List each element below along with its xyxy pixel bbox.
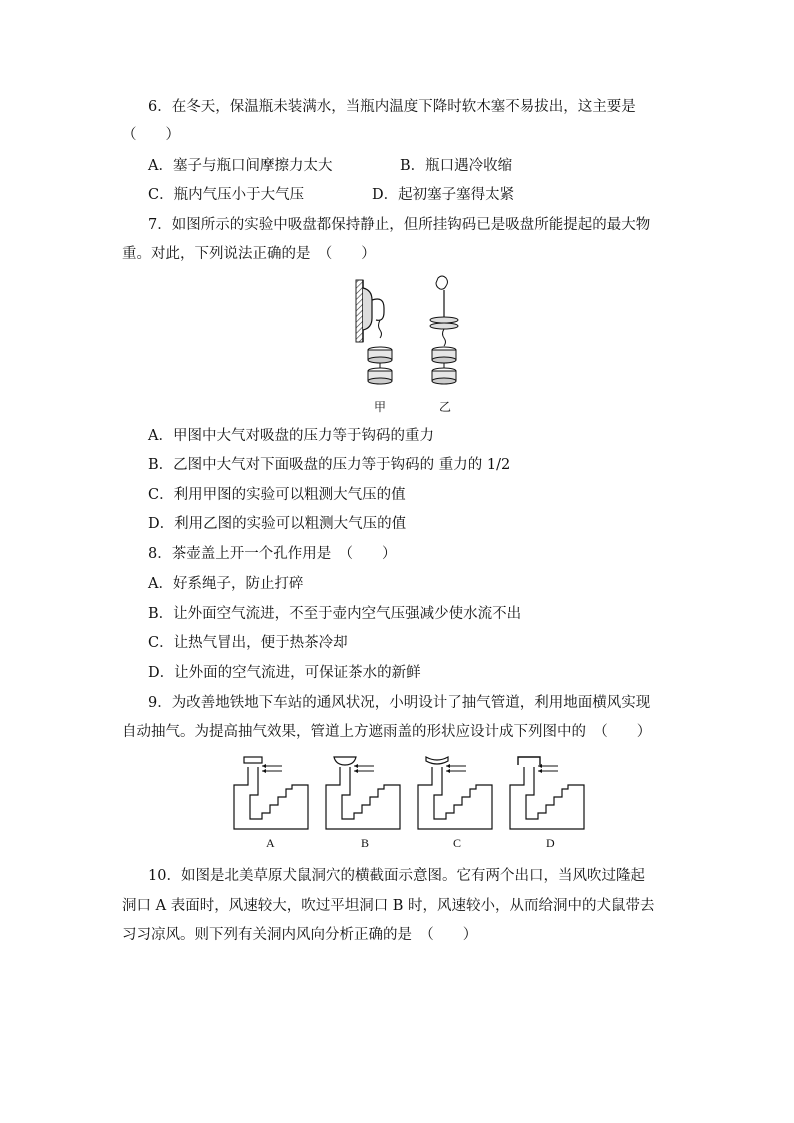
q9-label-c: C [453,836,462,850]
vent-option-c [418,757,492,829]
q9-label-a: A [266,836,275,850]
q8-stem: 8．茶壶盖上开一个孔作用是 （ ） [148,546,397,562]
q10-stem-line3: 习习凉风。则下列有关洞内风向分析正确的是 （ ） [122,927,478,943]
q8-option-c: C．让热气冒出，便于热茶冷却 [148,635,348,651]
vent-option-d [510,757,584,829]
q6-option-d: D．起初塞子塞得太紧 [372,187,515,203]
q6-stem-line2: （ ） [122,127,180,143]
q9-stem-line2: 自动抽气。为提高抽气效果，管道上方遮雨盖的形状应设计成下列图中的 （ ） [122,724,652,740]
q6-stem-line1: 6．在冬天，保温瓶未装满水，当瓶内温度下降时软木塞不易拔出，这主要是 [148,99,636,115]
q7-option-a: A．甲图中大气对吸盘的压力等于钩码的重力 [148,428,434,444]
q7-option-b: B．乙图中大气对下面吸盘的压力等于钩码的 重力的 1/2 [148,457,511,473]
vent-cap-options-figure [228,755,608,835]
figure-label-yi: 乙 [439,400,452,414]
q9-label-b: B [361,836,370,850]
q7-stem-line2: 重。对此，下列说法正确的是 （ ） [122,246,376,262]
q8-option-b: B．让外面空气流进，不至于壶内空气压强减少使水流不出 [148,606,522,622]
hand-suction-setup [430,276,458,384]
q9-stem-line1: 9．为改善地铁地下车站的通风状况，小明设计了抽气管道，利用地面横风实现 [148,695,651,711]
q7-stem-line1: 7．如图所示的实验中吸盘都保持静止，但所挂钩码已是吸盘所能提起的最大物 [148,217,651,233]
wall-suction-setup [356,280,392,384]
vent-option-b [326,757,400,829]
suction-cup-figure [340,270,480,400]
q8-option-d: D．让外面的空气流进，可保证茶水的新鲜 [148,665,421,681]
q9-label-d: D [546,836,555,850]
figure-label-jia: 甲 [374,400,387,414]
q10-stem-line1: 10．如图是北美草原犬鼠洞穴的横截面示意图。它有两个出口，当风吹过隆起 [148,868,645,884]
q7-option-c: C．利用甲图的实验可以粗测大气压的值 [148,487,406,503]
vent-option-a [234,757,308,829]
q10-stem-line2: 洞口 A 表面时，风速较大，吹过平坦洞口 B 时，风速较小，从而给洞中的犬鼠带去 [122,898,655,914]
q6-option-b: B．瓶口遇冷收缩 [400,158,513,174]
q7-option-d: D．利用乙图的实验可以粗测大气压的值 [148,516,407,532]
q6-option-a: A．塞子与瓶口间摩擦力太大 [148,158,333,174]
q8-option-a: A．好系绳子，防止打碎 [148,576,304,592]
q6-option-c: C．瓶内气压小于大气压 [148,187,305,203]
